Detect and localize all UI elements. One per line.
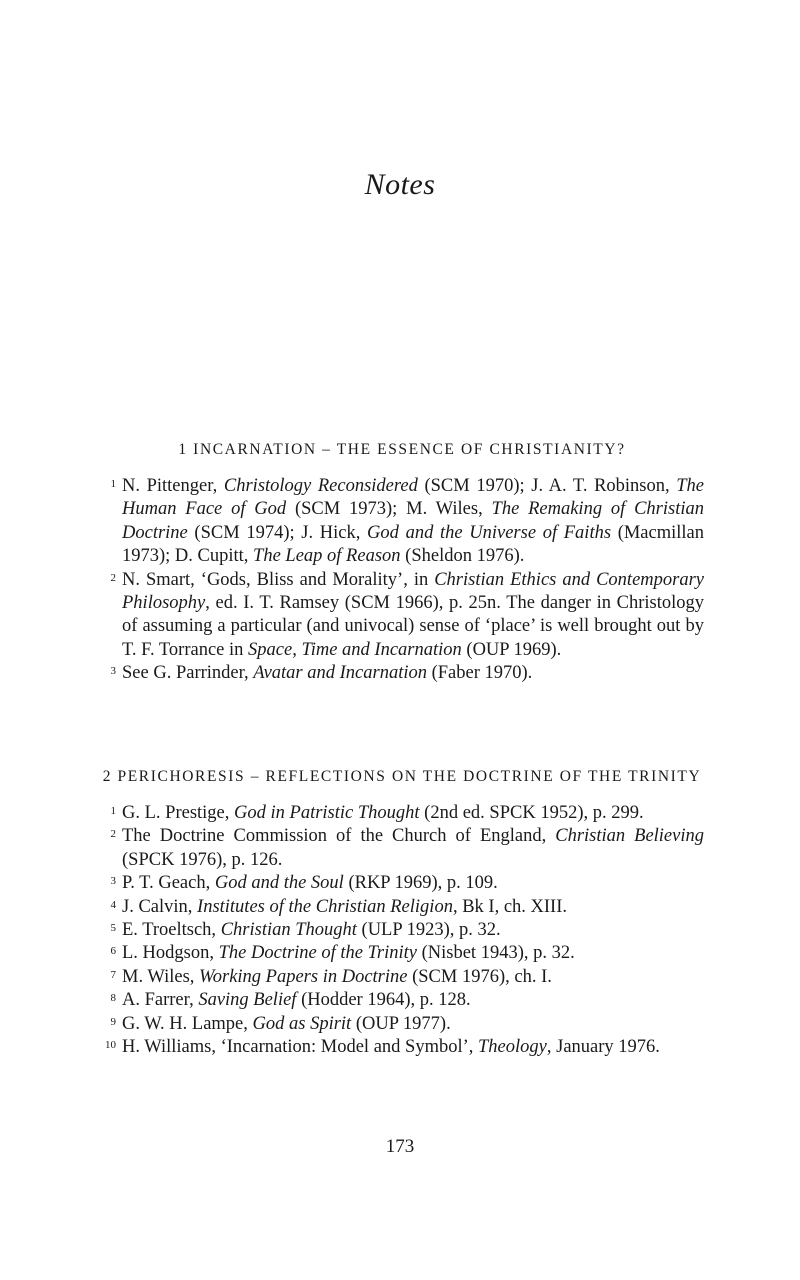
footnote-segment: , ed. I. T. Ramsey (SCM 1966), p. 25n. The danger in Christology of assuming a particular (and univocal) sense of ‘place’ is well brought out by T. F. Torrance in bbox=[122, 593, 704, 660]
footnote-number: 7 bbox=[110, 968, 116, 981]
cited-title: The Remaking of Christian Doctrine bbox=[122, 499, 704, 543]
notes-section-1 bbox=[100, 438, 704, 686]
footnote-segment: (OUP 1969). bbox=[461, 639, 562, 660]
footnote-number: 1 bbox=[110, 478, 116, 490]
footnote-segment: N. Smart, ‘Gods, Bliss and Morality’, in bbox=[122, 569, 435, 590]
page-number: 173 bbox=[385, 1136, 415, 1157]
footnote-segment: , January 1976. bbox=[546, 1037, 660, 1058]
cited-title: Christian Thought bbox=[220, 920, 357, 941]
footnote bbox=[100, 872, 704, 895]
footnote-segment: , Bk I, ch. XIII. bbox=[452, 896, 568, 917]
footnote bbox=[100, 569, 704, 663]
cited-title: Saving Belief bbox=[198, 990, 297, 1011]
footnote-segment: (2nd ed. SPCK 1952), p. 299. bbox=[419, 803, 644, 823]
footnote-segment: J. Calvin, bbox=[122, 896, 198, 917]
footnote-segment: (Faber 1970). bbox=[426, 663, 533, 684]
footnote-segment: (SCM 1973); M. Wiles, bbox=[286, 499, 492, 520]
footnote-segment: (Sheldon 1976). bbox=[400, 546, 525, 567]
cited-title: Christian Ethics and Contemporary Philosophy bbox=[122, 569, 704, 614]
footnote-segment: A. Farrer, bbox=[122, 990, 199, 1011]
footnote bbox=[100, 475, 704, 569]
footnote-segment: (Hodder 1964), p. 128. bbox=[296, 990, 471, 1011]
footnote-segment: M. Wiles, bbox=[122, 966, 200, 987]
cited-title: Institutes of the Christian Religion bbox=[197, 896, 453, 917]
footnote-text bbox=[122, 919, 704, 942]
footnote-text bbox=[122, 989, 704, 1012]
footnote-number: 10 bbox=[105, 1039, 116, 1052]
cited-title: The Leap of Reason bbox=[253, 546, 401, 567]
cited-title: Christian Believing bbox=[555, 826, 704, 847]
section-heading-2: 2 PERICHORESIS – REFLECTIONS ON THE DOCTRINE OF THE TRINITY bbox=[102, 768, 702, 785]
footnote bbox=[100, 1036, 704, 1059]
footnote bbox=[100, 1013, 704, 1036]
cited-title: The Human Face of God bbox=[122, 476, 704, 520]
footnote-segment: The Doctrine Commission of the Church of England, bbox=[122, 826, 556, 847]
footnote-number: 4 bbox=[110, 898, 116, 911]
footnote bbox=[100, 896, 704, 919]
cited-title: God and the Soul bbox=[214, 873, 344, 894]
footnote-text bbox=[122, 475, 704, 569]
footnote-segment: (OUP 1977). bbox=[351, 1013, 451, 1034]
cited-title: Christology Reconsidered bbox=[223, 476, 418, 496]
footnote-segment: N. Pittenger, bbox=[122, 476, 224, 496]
footnote-text bbox=[122, 896, 704, 919]
cited-title: God as Spirit bbox=[252, 1013, 352, 1034]
footnote-text bbox=[122, 966, 704, 989]
footnote-segment: (SCM 1976), ch. I. bbox=[407, 966, 552, 987]
footnote-number: 6 bbox=[110, 945, 116, 958]
footnote-text bbox=[122, 1013, 704, 1036]
section-heading-1: 1 INCARNATION – THE ESSENCE OF CHRISTIANITY? bbox=[178, 441, 626, 458]
footnote-segment: See G. Parrinder, bbox=[122, 663, 254, 684]
footnote-number: 3 bbox=[110, 665, 116, 678]
footnote-segment: (SCM 1970); J. A. T. Robinson, bbox=[417, 476, 677, 496]
footnote-text bbox=[122, 825, 704, 872]
footnote-segment: H. Williams, ‘Incarnation: Model and Symbol’, bbox=[122, 1037, 479, 1058]
footnote-segment: G. W. H. Lampe, bbox=[122, 1013, 253, 1034]
cited-title: Working Papers in Doctrine bbox=[199, 966, 408, 987]
cited-title: Space, Time and Incarnation bbox=[248, 639, 462, 660]
footnote bbox=[100, 802, 704, 825]
footnote-segment: P. T. Geach, bbox=[122, 873, 215, 894]
footnote-segment: (Macmillan 1973); D. Cupitt, bbox=[122, 522, 704, 567]
footnote bbox=[100, 989, 704, 1012]
footnote bbox=[100, 919, 704, 942]
footnote-number: 2 bbox=[110, 828, 116, 841]
footnote-number: 5 bbox=[110, 922, 116, 935]
cited-title: Avatar and Incarnation bbox=[253, 663, 427, 684]
footnote-segment: G. L. Prestige, bbox=[122, 803, 235, 823]
footnote-segment: (SCM 1974); J. Hick, bbox=[187, 522, 368, 543]
footnote-segment: E. Troeltsch, bbox=[122, 920, 221, 941]
footnote-number: 2 bbox=[110, 571, 116, 584]
footnote-number: 3 bbox=[110, 875, 116, 888]
footnote-segment: (SPCK 1976), p. 126. bbox=[122, 849, 283, 870]
footnote-text bbox=[122, 662, 704, 685]
footnote-segment: (RKP 1969), p. 109. bbox=[343, 873, 498, 894]
footnote-text bbox=[122, 802, 704, 825]
footnote bbox=[100, 942, 704, 965]
cited-title: God and the Universe of Faiths bbox=[367, 522, 612, 543]
footnote-text bbox=[122, 942, 704, 965]
footnote-text bbox=[122, 569, 704, 663]
cited-title: God in Patristic Thought bbox=[234, 803, 420, 823]
footnote bbox=[100, 966, 704, 989]
notes-list-2 bbox=[100, 802, 704, 1059]
footnote-number: 1 bbox=[110, 805, 116, 817]
footnote bbox=[100, 662, 704, 685]
cited-title: Theology bbox=[478, 1037, 547, 1058]
footnote-text bbox=[122, 872, 704, 895]
page-title: Notes bbox=[364, 168, 436, 201]
footnote-segment: (Nisbet 1943), p. 32. bbox=[416, 943, 575, 964]
cited-title: The Doctrine of the Trinity bbox=[218, 943, 417, 964]
footnote-segment: (ULP 1923), p. 32. bbox=[356, 920, 501, 941]
notes-section-2 bbox=[100, 765, 704, 1059]
footnote-number: 9 bbox=[110, 1015, 116, 1028]
footnote-segment: L. Hodgson, bbox=[122, 943, 219, 964]
footnote-number: 8 bbox=[110, 992, 116, 1005]
footnote bbox=[100, 825, 704, 872]
footnote-text bbox=[122, 1036, 704, 1059]
notes-list-1 bbox=[100, 475, 704, 686]
